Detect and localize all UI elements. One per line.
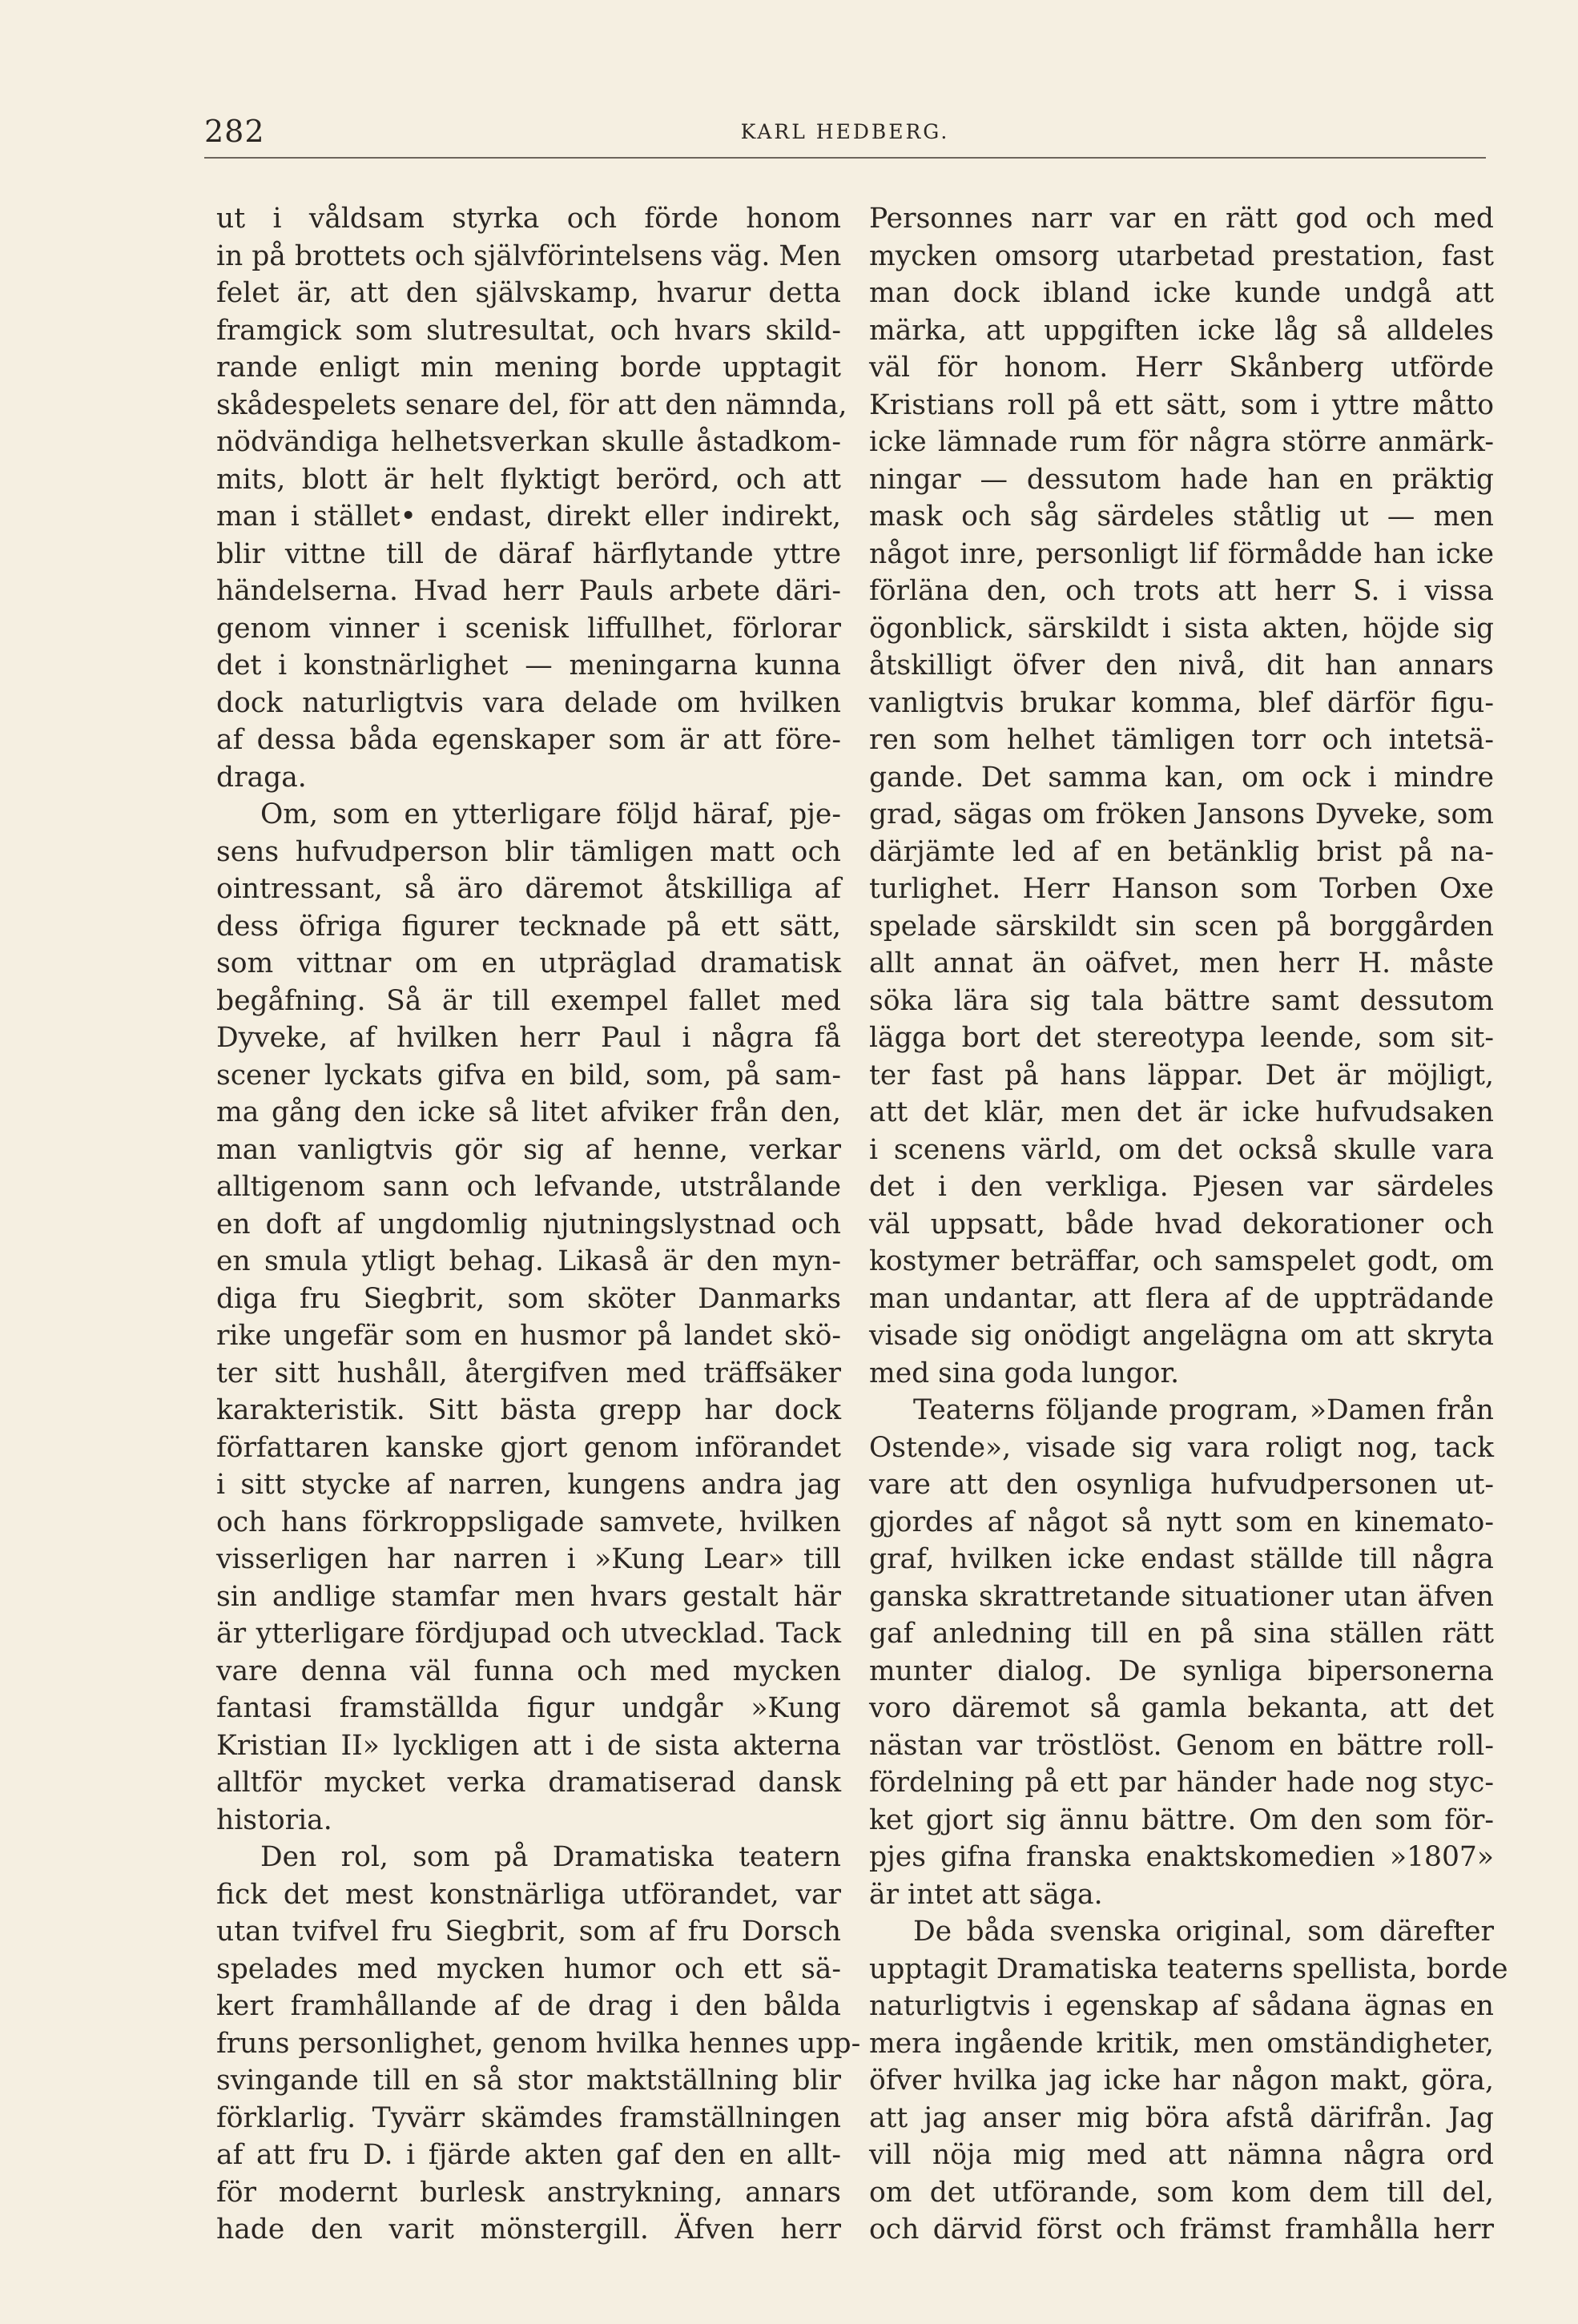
text-line: begåfning. Så är till exempel fallet med: [216, 984, 841, 1017]
text-line: man undantar, att flera af de uppträdande: [869, 1282, 1494, 1315]
text-line: vare denna väl funna och med mycken: [216, 1655, 841, 1687]
page-number: 282: [204, 114, 265, 149]
text-line: söka lära sig tala bättre samt dessutom: [869, 984, 1494, 1017]
text-line: mits, blott är helt flyktigt berörd, och att: [216, 463, 841, 496]
text-line: man i stället• endast, direkt eller indirekt,: [216, 501, 841, 533]
text-line: nästan var tröstlöst. Genom en bättre roll-: [869, 1729, 1494, 1762]
text-line: en smula ytligt behag. Likaså är den myn-: [216, 1245, 841, 1277]
text-line: af dessa båda egenskaper som är att före-: [216, 724, 841, 756]
text-line: därjämte led af en betänklig brist på na-: [869, 835, 1494, 868]
text-line: att jag anser mig böra afstå därifrån. Jag: [869, 2101, 1494, 2134]
text-line: öfver hvilka jag icke har någon makt, göra,: [869, 2065, 1494, 2097]
text-line: vill nöja mig med att nämna några ord: [869, 2139, 1494, 2171]
text-line: kert framhållande af de drag i den bålda: [216, 1990, 841, 2022]
right-text-column: [869, 200, 1508, 2249]
text-line: mycken omsorg utarbetad prestation, fast: [869, 239, 1494, 272]
text-line: man vanligtvis gör sig af henne, verkar: [216, 1133, 841, 1166]
text-line: ögonblick, särskildt i sista akten, höjde sig: [869, 612, 1494, 645]
text-line: utan tvifvel fru Siegbrit, som af fru Dorsch: [216, 1916, 841, 1948]
running-head: KARL HEDBERG.: [740, 120, 950, 143]
text-line: turlighet. Herr Hanson som Torben Oxe: [869, 873, 1494, 905]
text-line: i sitt stycke af narren, kungens andra jag: [216, 1469, 841, 1501]
text-line: författaren kanske gjort genom införandet: [216, 1431, 841, 1464]
text-line: som vittnar om en utpräglad dramatisk: [216, 947, 841, 979]
text-line: scener lyckats gifva en bild, som, på sam-: [216, 1059, 841, 1092]
text-line: alltför mycket verka dramatiserad dansk: [216, 1767, 841, 1799]
text-line: kostymer beträffar, och samspelet godt, om: [869, 1245, 1494, 1277]
text-line: att det klär, men det är icke hufvudsaken: [869, 1096, 1494, 1128]
text-line: Teaterns följande program, »Damen från: [913, 1394, 1494, 1426]
text-line: munter dialog. De synliga bipersonerna: [869, 1655, 1494, 1687]
text-line: dess öfriga figurer tecknade på ett sätt,: [216, 910, 841, 943]
text-line: förklarlig. Tyvärr skämdes framställningen: [216, 2101, 841, 2134]
text-line: grad, sägas om fröken Jansons Dyveke, som: [869, 798, 1494, 830]
text-line: skådespelets senare del, för att den nämnda,: [216, 388, 847, 421]
text-line: gjordes af något så nytt som en kinemato-: [869, 1506, 1494, 1538]
text-line: lägga bort det stereotypa leende, som sit-: [869, 1022, 1494, 1054]
text-line: ter sitt hushåll, återgifven med träffsäker: [216, 1357, 841, 1389]
text-line: spelades med mycken humor och ett sä-: [216, 1952, 841, 1985]
text-line: sens hufvudperson blir tämligen matt och: [216, 835, 841, 868]
text-line: allt annat än oäfvet, men herr H. måste: [869, 947, 1494, 979]
text-line: nödvändiga helhetsverkan skulle åstadkom-: [216, 426, 841, 458]
text-line: rike ungefär som en husmor på landet skö-: [216, 1320, 841, 1352]
text-line: ma gång den icke så litet afviker från den,: [216, 1096, 841, 1128]
text-line: ter fast på hans läppar. Det är möjligt,: [869, 1059, 1494, 1092]
text-line: väl för honom. Herr Skånberg utförde: [869, 352, 1494, 384]
text-line: upptagit Dramatiska teaterns spellista, borde: [869, 1952, 1508, 1985]
text-line: pjes gifna franska enaktskomedien »1807»: [869, 1841, 1494, 1873]
text-line: af att fru D. i fjärde akten gaf den en allt-: [216, 2139, 841, 2171]
text-line: hade den varit mönstergill. Äfven herr: [216, 2213, 841, 2246]
text-line: märka, att uppgiften icke låg så alldeles: [869, 314, 1494, 347]
text-line: blir vittne till de däraf härflytande yttre: [216, 537, 841, 570]
text-line: rande enligt min mening borde upptagit: [216, 352, 841, 384]
text-line: diga fru Siegbrit, som sköter Danmarks: [216, 1282, 841, 1315]
text-line: Den rol, som på Dramatiska teatern: [260, 1841, 841, 1873]
text-line: svingande till en så stor maktställning blir: [216, 2065, 841, 2097]
text-line: spelade särskildt sin scen på borggården: [869, 910, 1494, 943]
text-line: ganska skrattretande situationer utan äfven: [869, 1580, 1494, 1613]
text-line: i scenens värld, om det också skulle vara: [869, 1133, 1494, 1166]
text-line: naturligtvis i egenskap af sådana ägnas en: [869, 1990, 1494, 2022]
text-line: ut i våldsam styrka och förde honom: [216, 203, 841, 235]
text-line: och därvid först och främst framhålla herr: [869, 2213, 1494, 2246]
text-line: genom vinner i scenisk liffullhet, förlorar: [216, 612, 841, 645]
text-line: vare att den osynliga hufvudpersonen ut-: [869, 1469, 1494, 1501]
text-line: vanligtvis brukar komma, blef därför figu-: [869, 686, 1494, 719]
text-line: Kristian II» lyckligen att i de sista akterna: [216, 1729, 841, 1762]
text-line: fick det mest konstnärliga utförandet, var: [216, 1878, 841, 1911]
text-line: är intet att säga.: [869, 1878, 1103, 1911]
text-line: Om, som en ytterligare följd häraf, pje-: [260, 798, 841, 830]
text-line: fruns personlighet, genom hvilka hennes upp-: [216, 2027, 861, 2060]
text-line: förläna den, och trots att herr S. i vissa: [869, 575, 1494, 607]
text-line: Personnes narr var en rätt god och med: [869, 203, 1494, 235]
text-line: dock naturligtvis vara delade om hvilken: [216, 686, 841, 719]
text-line: draga.: [216, 761, 307, 794]
text-line: det i den verkliga. Pjesen var särdeles: [869, 1171, 1494, 1203]
text-line: gande. Det samma kan, om ock i mindre: [869, 761, 1494, 794]
text-line: karakteristik. Sitt bästa grepp har dock: [216, 1394, 841, 1426]
text-line: framgick som slutresultat, och hvars skild-: [216, 314, 841, 347]
text-line: mera ingående kritik, men omständigheter,: [869, 2027, 1494, 2060]
text-line: Dyveke, af hvilken herr Paul i några få: [216, 1022, 841, 1054]
text-line: en doft af ungdomlig njutningslystnad och: [216, 1208, 841, 1240]
text-line: mask och såg särdeles ståtlig ut — men: [869, 501, 1494, 533]
text-line: åtskilligt öfver den nivå, dit han annars: [869, 649, 1494, 682]
left-text-column: [216, 200, 861, 2249]
text-line: icke lämnade rum för några större anmärk-: [869, 426, 1494, 458]
text-line: ren som helhet tämligen torr och intetsä-: [869, 724, 1494, 756]
text-line: om det utförande, som kom dem till del,: [869, 2176, 1494, 2209]
text-line: Kristians roll på ett sätt, som i yttre måtto: [869, 388, 1494, 421]
text-line: fantasi framställda figur undgår »Kung: [216, 1692, 841, 1724]
text-line: in på brottets och självförintelsens väg. Men: [216, 239, 842, 272]
text-line: väl uppsatt, både hvad dekorationer och: [869, 1208, 1494, 1240]
text-line: ointressant, så äro däremot åtskilliga af: [216, 873, 841, 905]
text-line: historia.: [216, 1803, 332, 1836]
text-line: visade sig onödigt angelägna om att skryta: [869, 1320, 1494, 1352]
text-line: Ostende», visade sig vara roligt nog, tack: [869, 1431, 1494, 1464]
text-line: något inre, personligt lif förmådde han icke: [869, 537, 1494, 570]
text-line: för modernt burlesk anstrykning, annars: [216, 2176, 841, 2209]
text-line: man dock ibland icke kunde undgå att: [869, 277, 1494, 309]
text-line: fördelning på ett par händer hade nog styc-: [869, 1767, 1494, 1799]
text-line: gaf anledning till en på sina ställen rätt: [869, 1618, 1494, 1650]
text-line: felet är, att den självskamp, hvarur detta: [216, 277, 841, 309]
text-line: alltigenom sann och lefvande, utstrålande: [216, 1171, 841, 1203]
text-line: och hans förkroppsligade samvete, hvilken: [216, 1506, 841, 1538]
text-line: händelserna. Hvad herr Pauls arbete däri-: [216, 575, 841, 607]
text-line: med sina goda lungor.: [869, 1357, 1180, 1389]
header-rule: [204, 157, 1486, 159]
text-line: det i konstnärlighet — meningarna kunna: [216, 649, 841, 682]
text-line: De båda svenska original, som därefter: [913, 1916, 1494, 1948]
text-line: är ytterligare fördjupad och utvecklad. Tack: [216, 1618, 841, 1650]
page-header: [204, 111, 1486, 159]
text-line: voro däremot så gamla bekanta, att det: [869, 1692, 1494, 1724]
text-line: ket gjort sig ännu bättre. Om den som för-: [869, 1803, 1494, 1836]
text-line: ningar — dessutom hade han en präktig: [869, 463, 1494, 496]
text-line: graf, hvilken icke endast ställde till några: [869, 1543, 1494, 1575]
text-line: sin andlige stamfar men hvars gestalt här: [216, 1580, 841, 1613]
text-line: visserligen har narren i »Kung Lear» till: [216, 1543, 841, 1575]
